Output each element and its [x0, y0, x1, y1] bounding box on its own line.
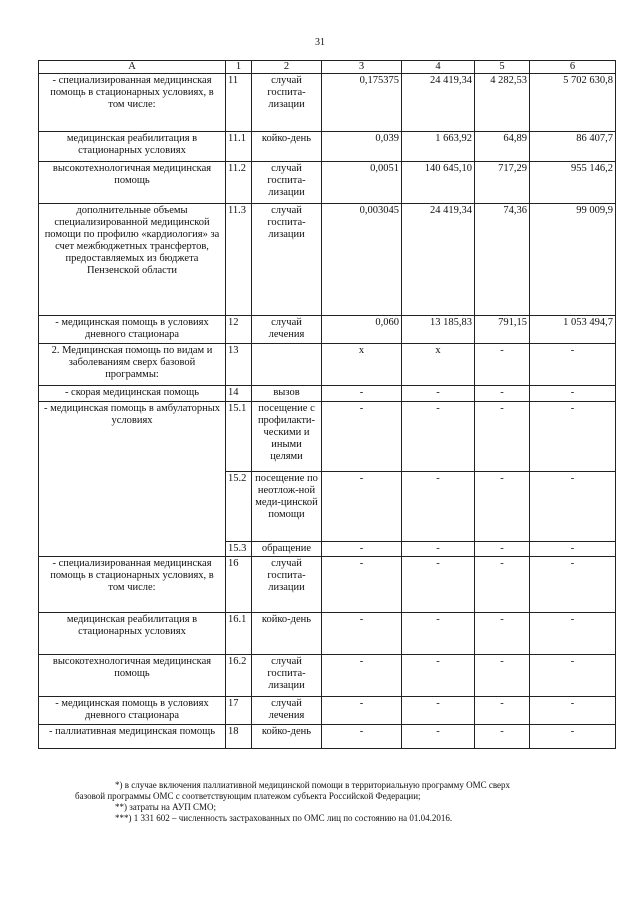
row-number: 14	[226, 386, 252, 402]
value-cell: -	[530, 557, 616, 613]
value-cell: 1 053 494,7	[530, 316, 616, 344]
unit-cell: посещение по неотлож-ной меди-цинской помощи	[252, 472, 322, 542]
column-header: 4	[402, 61, 475, 74]
row-number: 17	[226, 697, 252, 725]
value-cell: -	[322, 386, 402, 402]
value-cell: -	[402, 402, 475, 472]
value-cell: -	[402, 725, 475, 749]
value-cell: -	[322, 725, 402, 749]
value-cell: -	[402, 613, 475, 655]
unit-cell: случай госпита-лизации	[252, 557, 322, 613]
value-cell: -	[530, 697, 616, 725]
value-cell: -	[475, 472, 530, 542]
value-cell: -	[402, 542, 475, 557]
value-cell: 13 185,83	[402, 316, 475, 344]
value-cell: -	[402, 697, 475, 725]
row-description: - медицинская помощь в условиях дневного стационара	[39, 316, 226, 344]
unit-cell	[252, 344, 322, 386]
row-description: - скорая медицинская помощь	[39, 386, 226, 402]
unit-cell: койко-день	[252, 725, 322, 749]
row-number: 11.1	[226, 132, 252, 162]
footnote: *) в случае включения паллиативной медицинской помощи в территориальную программу ОМС сверх	[115, 780, 511, 790]
table-row	[39, 74, 616, 132]
value-cell: х	[322, 344, 402, 386]
table-row	[39, 204, 616, 316]
value-cell: -	[322, 697, 402, 725]
value-cell: -	[530, 402, 616, 472]
table-header-row	[39, 61, 616, 74]
row-number: 18	[226, 725, 252, 749]
value-cell: 24 419,34	[402, 204, 475, 316]
page-number: 31	[315, 37, 325, 48]
table-row	[39, 386, 616, 402]
value-cell: -	[530, 344, 616, 386]
unit-cell: случай госпита-лизации	[252, 204, 322, 316]
value-cell: -	[322, 542, 402, 557]
value-cell: 955 146,2	[530, 162, 616, 204]
value-cell: 140 645,10	[402, 162, 475, 204]
value-cell: -	[530, 655, 616, 697]
value-cell: -	[475, 613, 530, 655]
value-cell: -	[322, 472, 402, 542]
row-number: 16.2	[226, 655, 252, 697]
row-description: 2. Медицинская помощь по видам и заболеваниям сверх базовой программы:	[39, 344, 226, 386]
value-cell: 4 282,53	[475, 74, 530, 132]
row-description: - специализированная медицинская помощь в стационарных условиях, в том числе:	[39, 557, 226, 613]
column-header: 2	[252, 61, 322, 74]
value-cell: 1 663,92	[402, 132, 475, 162]
unit-cell: случай госпита-лизации	[252, 162, 322, 204]
value-cell: -	[530, 472, 616, 542]
row-number: 16	[226, 557, 252, 613]
value-cell: 5 702 630,8	[530, 74, 616, 132]
value-cell: 791,15	[475, 316, 530, 344]
table-row	[39, 402, 616, 472]
value-cell: -	[530, 613, 616, 655]
value-cell: -	[322, 557, 402, 613]
value-cell: -	[402, 472, 475, 542]
row-description: высокотехнологичная медицинская помощь	[39, 162, 226, 204]
value-cell: 717,29	[475, 162, 530, 204]
row-description: - медицинская помощь в амбулаторных условиях	[39, 402, 226, 557]
value-cell: -	[475, 344, 530, 386]
row-number: 11	[226, 74, 252, 132]
value-cell: -	[475, 725, 530, 749]
table-row	[39, 557, 616, 613]
row-description: медицинская реабилитация в стационарных условиях	[39, 613, 226, 655]
value-cell: -	[475, 557, 530, 613]
row-number: 11.3	[226, 204, 252, 316]
column-header: А	[39, 61, 226, 74]
table-row	[39, 344, 616, 386]
table-row	[39, 725, 616, 749]
unit-cell: посещение с профилакти-ческими и иными целями	[252, 402, 322, 472]
row-number: 11.2	[226, 162, 252, 204]
column-header: 6	[530, 61, 616, 74]
row-number: 15.2	[226, 472, 252, 542]
row-number: 16.1	[226, 613, 252, 655]
row-description: высокотехнологичная медицинская помощь	[39, 655, 226, 697]
value-cell: -	[322, 402, 402, 472]
row-description: медицинская реабилитация в стационарных условиях	[39, 132, 226, 162]
value-cell: 64,89	[475, 132, 530, 162]
row-description: - медицинская помощь в условиях дневного стационара	[39, 697, 226, 725]
row-number: 15.3	[226, 542, 252, 557]
value-cell: 0,060	[322, 316, 402, 344]
value-cell: -	[475, 697, 530, 725]
value-cell: -	[322, 613, 402, 655]
value-cell: 86 407,7	[530, 132, 616, 162]
value-cell: х	[402, 344, 475, 386]
value-cell: 24 419,34	[402, 74, 475, 132]
unit-cell: койко-день	[252, 613, 322, 655]
value-cell: 0,039	[322, 132, 402, 162]
value-cell: 0,0051	[322, 162, 402, 204]
unit-cell: случай госпита-лизации	[252, 74, 322, 132]
table-row	[39, 655, 616, 697]
value-cell: -	[530, 386, 616, 402]
value-cell: -	[475, 542, 530, 557]
table-row	[39, 316, 616, 344]
unit-cell: случай лечения	[252, 697, 322, 725]
row-description: - паллиативная медицинская помощь	[39, 725, 226, 749]
value-cell: -	[475, 386, 530, 402]
table-row	[39, 162, 616, 204]
row-number: 15.1	[226, 402, 252, 472]
column-header: 5	[475, 61, 530, 74]
value-cell: 99 009,9	[530, 204, 616, 316]
table-row	[39, 132, 616, 162]
column-header: 3	[322, 61, 402, 74]
unit-cell: койко-день	[252, 132, 322, 162]
value-cell: 0,003045	[322, 204, 402, 316]
financing-table	[38, 60, 616, 749]
value-cell: -	[402, 557, 475, 613]
value-cell: -	[530, 725, 616, 749]
unit-cell: случай лечения	[252, 316, 322, 344]
unit-cell: обращение	[252, 542, 322, 557]
value-cell: 74,36	[475, 204, 530, 316]
footnotes	[75, 780, 615, 824]
value-cell: -	[322, 655, 402, 697]
footnote: базовой программы ОМС с соответствующим платежом субъекта Российской Федерации;	[75, 791, 421, 801]
footnote: **) затраты на АУП СМО;	[115, 802, 216, 812]
value-cell: -	[530, 542, 616, 557]
unit-cell: случай госпита-лизации	[252, 655, 322, 697]
column-header: 1	[226, 61, 252, 74]
row-description: - специализированная медицинская помощь в стационарных условиях, в том числе:	[39, 74, 226, 132]
table-row	[39, 697, 616, 725]
value-cell: -	[402, 386, 475, 402]
footnote: ***) 1 331 602 – численность застрахованных по ОМС лиц по состоянию на 01.04.2016.	[115, 813, 453, 823]
table-body	[39, 74, 616, 749]
table-row	[39, 613, 616, 655]
row-number: 12	[226, 316, 252, 344]
value-cell: 0,175375	[322, 74, 402, 132]
row-number: 13	[226, 344, 252, 386]
value-cell: -	[402, 655, 475, 697]
value-cell: -	[475, 402, 530, 472]
value-cell: -	[475, 655, 530, 697]
row-description: дополнительные объемы специализированной медицинской помощи по профилю «кардиология» за счет межбюджетных трансфертов, предоставляемых из бюджета Пензенской области	[39, 204, 226, 316]
unit-cell: вызов	[252, 386, 322, 402]
